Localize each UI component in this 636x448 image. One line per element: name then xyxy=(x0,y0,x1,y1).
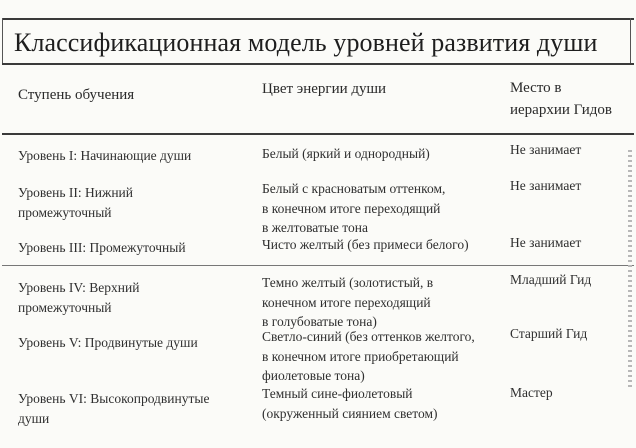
row-3-color xyxy=(262,235,507,255)
row-6-color-line-2: (окруженный сиянием светом) xyxy=(262,405,438,421)
row-5-stage xyxy=(18,333,248,353)
row-5-color xyxy=(262,327,507,386)
row-2-stage xyxy=(18,183,248,222)
row-4-stage xyxy=(18,278,248,317)
row-4-color-line-3: в голубоватые тона) xyxy=(262,314,377,329)
top-rule xyxy=(2,18,634,20)
row-4-stage-line-1: Уровень IV: Верхний xyxy=(18,280,140,295)
row-2-color-line-1: Белый с красноватым оттенком, xyxy=(262,181,446,196)
row-4-stage-line-2: промежуточный xyxy=(18,299,112,315)
table-title: Классификационная модель уровней развития души xyxy=(14,28,598,57)
header-bottom-rule xyxy=(2,133,634,135)
row-3-color-line-1: Чисто желтый (без примеси белого) xyxy=(262,237,469,252)
row-6-color xyxy=(262,384,507,423)
scan-artifact xyxy=(628,150,632,390)
row-1-stage-line-1: Уровень I: Начинающие души xyxy=(18,148,192,163)
row-4-color-line-1: Темно желтый (золотистый, в xyxy=(262,275,434,290)
row-1-color-line-1: Белый (яркий и однородный) xyxy=(262,146,430,161)
row-5-place: Старший Гид xyxy=(510,326,588,341)
row-6-place: Мастер xyxy=(510,385,553,400)
row-2-color-line-3: в желтоватые тона xyxy=(262,220,368,235)
row-5-color-line-1: Светло-синий (без оттенков желтого, xyxy=(262,329,475,344)
column-header-stage: Ступень обучения xyxy=(18,87,135,103)
row-6-stage xyxy=(18,389,248,428)
row-5-color-line-3: фиолетовые тона) xyxy=(262,368,365,383)
title-bottom-rule xyxy=(2,63,634,65)
row-6-stage-line-2: души xyxy=(18,410,50,426)
row-3-stage xyxy=(18,238,248,258)
row-4-color xyxy=(262,273,507,332)
middle-rule xyxy=(2,265,634,266)
column-header-place-line2: иерархии Гидов xyxy=(510,102,612,118)
title-frame-right xyxy=(630,18,631,65)
column-header-color: Цвет энергии души xyxy=(262,81,387,97)
row-6-color-line-1: Темный сине-фиолетовый xyxy=(262,386,413,401)
column-header-place-line1: Место в xyxy=(510,80,562,96)
row-2-stage-line-1: Уровень II: Нижний xyxy=(18,185,134,200)
row-3-stage-line-1: Уровень III: Промежуточный xyxy=(18,240,186,255)
row-6-stage-line-1: Уровень VI: Высокопродвинутые xyxy=(18,391,210,406)
row-2-stage-line-2: промежуточный xyxy=(18,204,112,220)
row-2-color xyxy=(262,179,507,238)
row-4-place: Младший Гид xyxy=(510,272,592,287)
row-1-stage xyxy=(18,146,248,166)
title-frame-left xyxy=(2,18,3,65)
row-1-place: Не занимает xyxy=(510,142,582,157)
row-2-color-line-2: в конечном итоге переходящий xyxy=(262,200,441,216)
row-2-place: Не занимает xyxy=(510,178,582,193)
row-5-color-line-2: в конечном итоге приобретающий xyxy=(262,348,459,364)
row-5-stage-line-1: Уровень V: Продвинутые души xyxy=(18,335,198,350)
row-1-color xyxy=(262,144,507,164)
row-4-color-line-2: конечном итоге переходящий xyxy=(262,294,431,310)
row-3-place: Не занимает xyxy=(510,235,582,250)
